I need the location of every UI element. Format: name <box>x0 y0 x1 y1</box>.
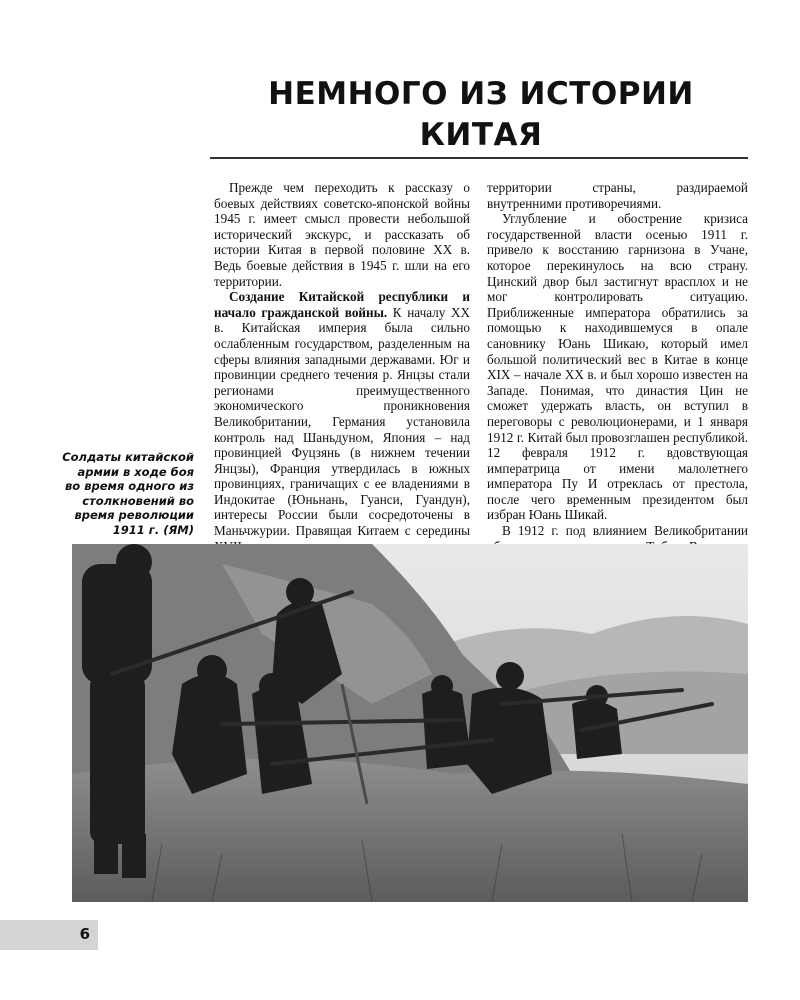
section-text: К началу XX в. Китайская империя была сильно ослабленным государством, разделенным на сферы влияния западными державами. Юг и провинции среднего течения р. Янцзы стали регионами преимущественного экономического проникновения Великобритании, Германия установила контроль над Шаньдуном, Япония – над провинцией Фуцзянь (в нижнем течении Янцзы), Франция утвердилась в южных провинциях, граничащих с ее владениями в Индокитае (Юньнань, Гуанси, Гуандун), интересы России были сосредоточены в Маньчжурии. Правящая Китаем с середины <box>214 304 470 539</box>
title-divider <box>210 157 748 159</box>
photo-caption: Солдаты китайской армии в ходе боя во время одного из столкновений во время революции 1911 г. (ЯМ) <box>62 450 194 537</box>
intro-paragraph: Прежде чем переходить к рассказу о боевых действиях советско-японской войны 1945 г. имеет смысл провести небольшой исторический экскурс, и рассказать об истории Китая в первой половине XX в. Ведь боевые действия в 1945 г. шли на его территории. <box>214 180 470 289</box>
crisis-paragraph: Углубление и обострение кризиса государственной власти осенью 1911 г. привело к восстанию гарнизона в Учане, которое перекинулось на всю страну. Цинский двор был застигнут врасплох и не мог контролировать ситуацию. Приближенные императора обратились за помощью к находившемуся в опале сановнику Юань Шикаю, который имел большой политический вес в Китае в конце XIX – начале XX в. и был хорошо известен на Западе. Понимая, что династия Цин не сможет удержать власть, он вступил в переговоры с революционерами, и 1 января 1912 г. Китай был провозглашен республикой. 12 февраля 1912 г. вдовствующая императрица от имени малолетнего императора Пу И отреклась от престола, после чего временным президентом был избран Юань Шикай. <box>487 211 748 523</box>
soldiers-photo-illustration <box>72 544 748 902</box>
text-column-left <box>214 180 470 585</box>
continued-paragraph: территории страны, раздираемой внутренними противоречиями. <box>487 180 748 211</box>
title-line-1: НЕМНОГО ИЗ ИСТОРИИ <box>268 76 694 112</box>
page-number-tab <box>0 920 98 950</box>
tibet-paragraph: В 1912 г. под влиянием Великобритании <box>502 523 748 539</box>
title-line-2: КИТАЯ <box>419 117 543 153</box>
section-heading: Создание Китайской республики и начало гражданской войны. <box>214 289 470 320</box>
section-paragraph <box>214 289 470 585</box>
text-column-right <box>487 180 748 570</box>
soldiers-photo <box>72 544 748 902</box>
page-title <box>214 74 748 156</box>
page-number: 6 <box>79 925 90 943</box>
